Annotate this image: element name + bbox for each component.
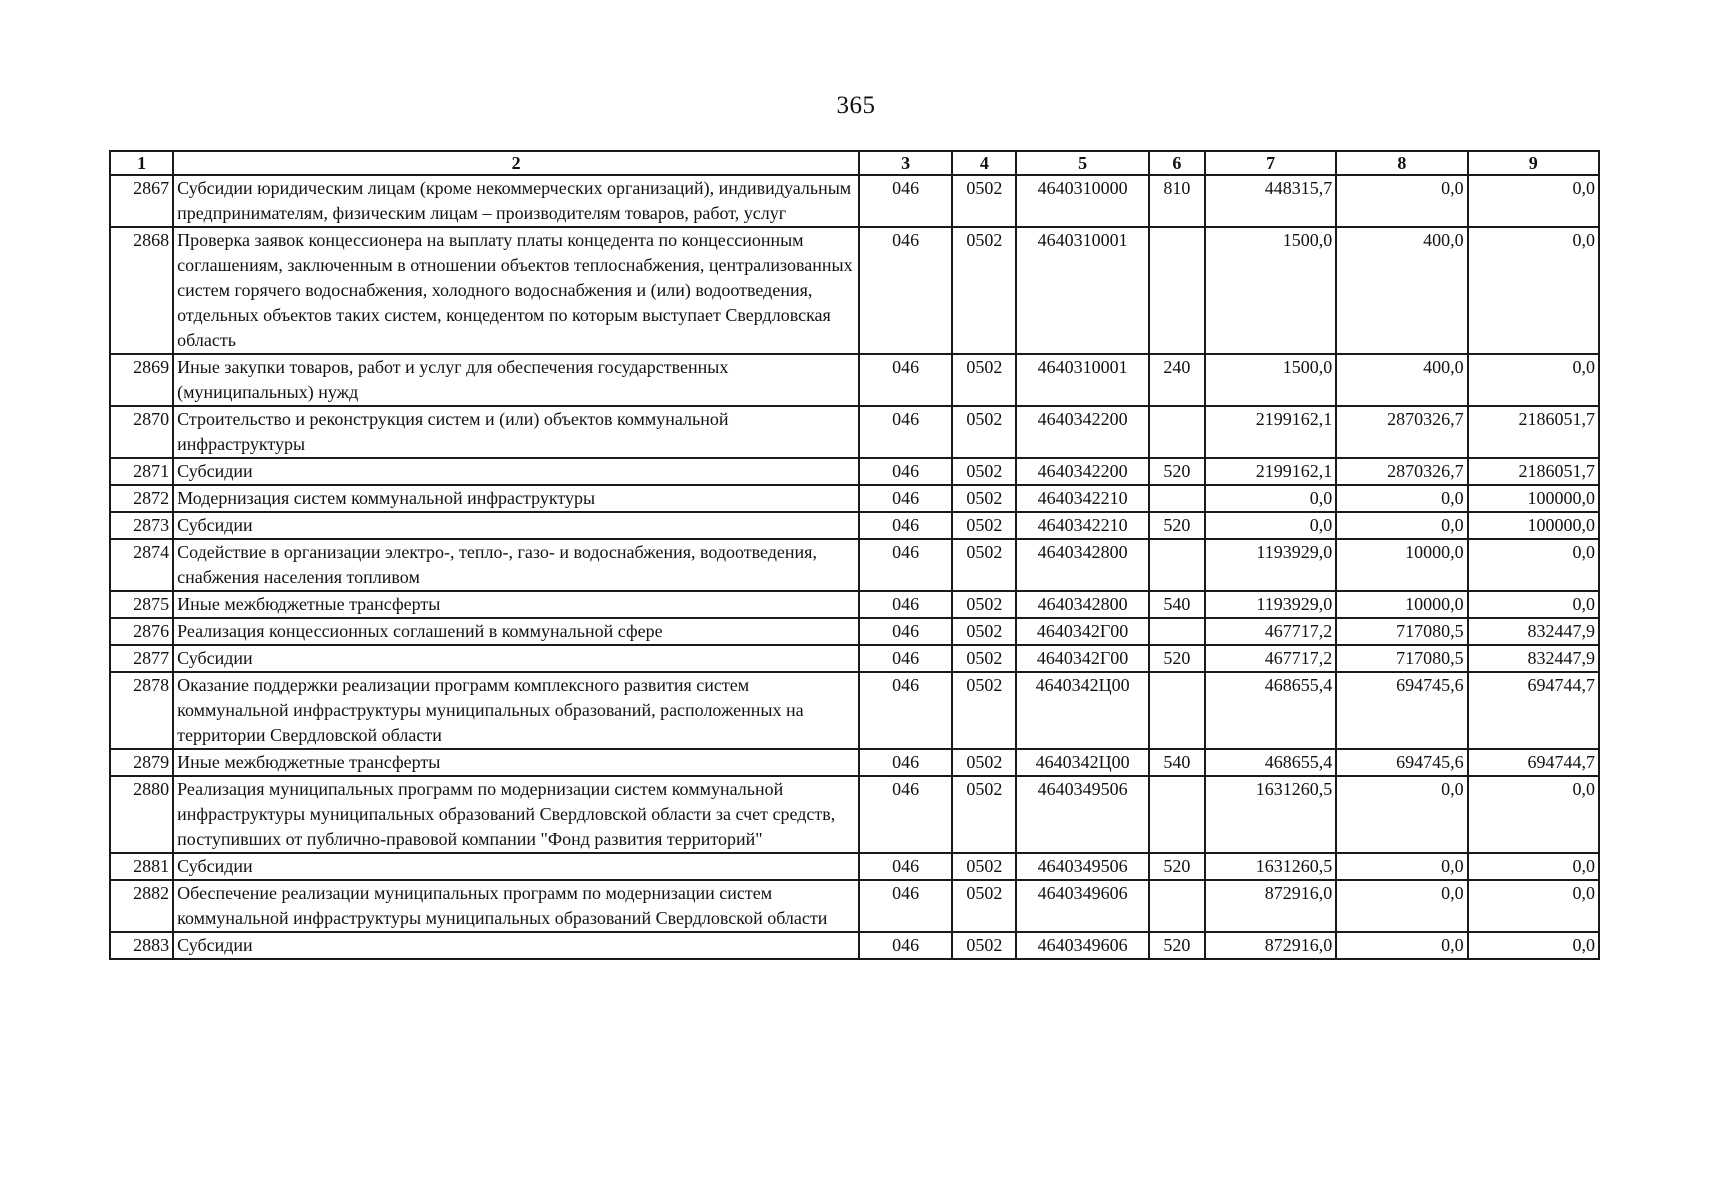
column-header: 5 (1016, 151, 1148, 175)
target-article-code: 4640342210 (1016, 485, 1148, 512)
row-name: Оказание поддержки реализации программ комплексного развития систем коммунальной инфраструктуры муниципальных образований, расположенных на территории Свердловской области (173, 672, 859, 749)
section-code: 0502 (952, 458, 1016, 485)
section-code: 0502 (952, 512, 1016, 539)
target-article-code: 4640342Ц00 (1016, 672, 1148, 749)
amount-col-7: 1193929,0 (1205, 539, 1336, 591)
row-number: 2882 (110, 880, 173, 932)
expense-type-code: 540 (1149, 591, 1205, 618)
row-name: Субсидии (173, 512, 859, 539)
amount-col-7: 1500,0 (1205, 227, 1336, 354)
column-header: 3 (859, 151, 952, 175)
ministry-code: 046 (859, 932, 952, 959)
section-code: 0502 (952, 485, 1016, 512)
amount-col-7: 448315,7 (1205, 175, 1336, 227)
row-number: 2883 (110, 932, 173, 959)
section-code: 0502 (952, 749, 1016, 776)
target-article-code: 4640342Ц00 (1016, 749, 1148, 776)
table-row (110, 591, 1599, 618)
table-row (110, 645, 1599, 672)
expense-type-code (1149, 406, 1205, 458)
ministry-code: 046 (859, 354, 952, 406)
ministry-code: 046 (859, 672, 952, 749)
row-number: 2873 (110, 512, 173, 539)
amount-col-9: 0,0 (1468, 880, 1599, 932)
expense-type-code: 520 (1149, 932, 1205, 959)
amount-col-8: 717080,5 (1336, 645, 1467, 672)
amount-col-7: 872916,0 (1205, 932, 1336, 959)
column-header: 7 (1205, 151, 1336, 175)
row-name: Субсидии (173, 932, 859, 959)
ministry-code: 046 (859, 485, 952, 512)
section-code: 0502 (952, 880, 1016, 932)
ministry-code: 046 (859, 880, 952, 932)
row-name: Субсидии (173, 853, 859, 880)
table-row (110, 618, 1599, 645)
amount-col-7: 1193929,0 (1205, 591, 1336, 618)
ministry-code: 046 (859, 227, 952, 354)
expense-type-code (1149, 776, 1205, 853)
amount-col-8: 0,0 (1336, 175, 1467, 227)
section-code: 0502 (952, 539, 1016, 591)
table-row (110, 749, 1599, 776)
amount-col-8: 400,0 (1336, 354, 1467, 406)
amount-col-9: 0,0 (1468, 776, 1599, 853)
row-name: Строительство и реконструкция систем и (или) объектов коммунальной инфраструктуры (173, 406, 859, 458)
amount-col-9: 0,0 (1468, 591, 1599, 618)
ministry-code: 046 (859, 458, 952, 485)
row-number: 2881 (110, 853, 173, 880)
amount-col-7: 0,0 (1205, 485, 1336, 512)
amount-col-7: 0,0 (1205, 512, 1336, 539)
table-row (110, 354, 1599, 406)
row-name: Содействие в организации электро-, тепло-, газо- и водоснабжения, водоотведения, снабжения населения топливом (173, 539, 859, 591)
target-article-code: 4640342800 (1016, 591, 1148, 618)
amount-col-9: 0,0 (1468, 539, 1599, 591)
section-code: 0502 (952, 853, 1016, 880)
section-code: 0502 (952, 227, 1016, 354)
target-article-code: 4640310001 (1016, 354, 1148, 406)
expense-type-code (1149, 227, 1205, 354)
amount-col-8: 694745,6 (1336, 749, 1467, 776)
amount-col-9: 2186051,7 (1468, 458, 1599, 485)
row-number: 2878 (110, 672, 173, 749)
expense-type-code: 540 (1149, 749, 1205, 776)
row-number: 2874 (110, 539, 173, 591)
section-code: 0502 (952, 776, 1016, 853)
section-code: 0502 (952, 932, 1016, 959)
table-row (110, 672, 1599, 749)
amount-col-8: 2870326,7 (1336, 406, 1467, 458)
ministry-code: 046 (859, 618, 952, 645)
amount-col-8: 0,0 (1336, 485, 1467, 512)
section-code: 0502 (952, 175, 1016, 227)
amount-col-7: 872916,0 (1205, 880, 1336, 932)
target-article-code: 4640342200 (1016, 458, 1148, 485)
ministry-code: 046 (859, 175, 952, 227)
row-number: 2869 (110, 354, 173, 406)
section-code: 0502 (952, 591, 1016, 618)
row-number: 2880 (110, 776, 173, 853)
ministry-code: 046 (859, 749, 952, 776)
expense-type-code: 810 (1149, 175, 1205, 227)
target-article-code: 4640349606 (1016, 932, 1148, 959)
row-name: Проверка заявок концессионера на выплату платы концедента по концессионным соглашениям, заключенным в отношении объектов теплоснабжения, централизованных систем горячего водоснабжения, холодного водоснабжения и (или) водоотведения, отдельных объектов таких систем, концедентом по которым выступает Свердловская область (173, 227, 859, 354)
section-code: 0502 (952, 618, 1016, 645)
column-header: 2 (173, 151, 859, 175)
table-row (110, 227, 1599, 354)
target-article-code: 4640349606 (1016, 880, 1148, 932)
ministry-code: 046 (859, 406, 952, 458)
target-article-code: 4640342Г00 (1016, 618, 1148, 645)
expense-type-code: 520 (1149, 458, 1205, 485)
expense-type-code (1149, 618, 1205, 645)
amount-col-8: 2870326,7 (1336, 458, 1467, 485)
amount-col-7: 2199162,1 (1205, 406, 1336, 458)
table-row (110, 175, 1599, 227)
row-name: Реализация муниципальных программ по модернизации систем коммунальной инфраструктуры муниципальных образований Свердловской области за счет средств, поступивших от публично-правовой компании "Фонд развития территорий" (173, 776, 859, 853)
row-name: Модернизация систем коммунальной инфраструктуры (173, 485, 859, 512)
target-article-code: 4640310000 (1016, 175, 1148, 227)
column-header: 8 (1336, 151, 1467, 175)
header-row (110, 151, 1599, 175)
amount-col-9: 832447,9 (1468, 645, 1599, 672)
target-article-code: 4640342Г00 (1016, 645, 1148, 672)
expense-type-code: 520 (1149, 512, 1205, 539)
table-row (110, 458, 1599, 485)
amount-col-9: 2186051,7 (1468, 406, 1599, 458)
row-number: 2867 (110, 175, 173, 227)
amount-col-9: 694744,7 (1468, 672, 1599, 749)
amount-col-9: 0,0 (1468, 932, 1599, 959)
target-article-code: 4640349506 (1016, 853, 1148, 880)
row-number: 2871 (110, 458, 173, 485)
amount-col-9: 0,0 (1468, 175, 1599, 227)
expense-type-code: 520 (1149, 853, 1205, 880)
ministry-code: 046 (859, 853, 952, 880)
ministry-code: 046 (859, 539, 952, 591)
amount-col-8: 0,0 (1336, 880, 1467, 932)
table-row (110, 932, 1599, 959)
row-number: 2876 (110, 618, 173, 645)
amount-col-8: 0,0 (1336, 853, 1467, 880)
amount-col-7: 467717,2 (1205, 618, 1336, 645)
section-code: 0502 (952, 406, 1016, 458)
row-name: Иные закупки товаров, работ и услуг для обеспечения государственных (муниципальных) нужд (173, 354, 859, 406)
target-article-code: 4640349506 (1016, 776, 1148, 853)
amount-col-8: 717080,5 (1336, 618, 1467, 645)
amount-col-9: 832447,9 (1468, 618, 1599, 645)
amount-col-8: 10000,0 (1336, 539, 1467, 591)
amount-col-8: 400,0 (1336, 227, 1467, 354)
ministry-code: 046 (859, 512, 952, 539)
budget-table (109, 150, 1600, 960)
target-article-code: 4640342800 (1016, 539, 1148, 591)
row-number: 2872 (110, 485, 173, 512)
column-header: 4 (952, 151, 1016, 175)
row-name: Субсидии (173, 645, 859, 672)
row-name: Иные межбюджетные трансферты (173, 591, 859, 618)
table-row (110, 853, 1599, 880)
expense-type-code (1149, 539, 1205, 591)
row-number: 2868 (110, 227, 173, 354)
target-article-code: 4640342200 (1016, 406, 1148, 458)
ministry-code: 046 (859, 591, 952, 618)
row-name: Обеспечение реализации муниципальных программ по модернизации систем коммунальной инфраструктуры муниципальных образований Свердловской области (173, 880, 859, 932)
amount-col-7: 468655,4 (1205, 749, 1336, 776)
column-header: 9 (1468, 151, 1599, 175)
table-row (110, 485, 1599, 512)
amount-col-7: 467717,2 (1205, 645, 1336, 672)
amount-col-7: 1631260,5 (1205, 776, 1336, 853)
amount-col-7: 2199162,1 (1205, 458, 1336, 485)
row-name: Субсидии (173, 458, 859, 485)
column-header: 1 (110, 151, 173, 175)
row-number: 2877 (110, 645, 173, 672)
expense-type-code (1149, 672, 1205, 749)
row-name: Субсидии юридическим лицам (кроме некоммерческих организаций), индивидуальным предпринимателям, физическим лицам – производителям товаров, работ, услуг (173, 175, 859, 227)
section-code: 0502 (952, 645, 1016, 672)
amount-col-9: 0,0 (1468, 853, 1599, 880)
expense-type-code: 240 (1149, 354, 1205, 406)
amount-col-8: 10000,0 (1336, 591, 1467, 618)
amount-col-9: 100000,0 (1468, 485, 1599, 512)
amount-col-8: 694745,6 (1336, 672, 1467, 749)
column-header: 6 (1149, 151, 1205, 175)
row-number: 2875 (110, 591, 173, 618)
ministry-code: 046 (859, 645, 952, 672)
section-code: 0502 (952, 354, 1016, 406)
amount-col-7: 1500,0 (1205, 354, 1336, 406)
amount-col-8: 0,0 (1336, 776, 1467, 853)
table-body (110, 175, 1599, 959)
table-row (110, 512, 1599, 539)
expense-type-code (1149, 880, 1205, 932)
target-article-code: 4640342210 (1016, 512, 1148, 539)
table-row (110, 539, 1599, 591)
amount-col-7: 468655,4 (1205, 672, 1336, 749)
ministry-code: 046 (859, 776, 952, 853)
table-row (110, 880, 1599, 932)
amount-col-9: 0,0 (1468, 354, 1599, 406)
row-name: Иные межбюджетные трансферты (173, 749, 859, 776)
target-article-code: 4640310001 (1016, 227, 1148, 354)
expense-type-code: 520 (1149, 645, 1205, 672)
row-name: Реализация концессионных соглашений в коммунальной сфере (173, 618, 859, 645)
page-number: 365 (836, 92, 876, 119)
amount-col-7: 1631260,5 (1205, 853, 1336, 880)
row-number: 2879 (110, 749, 173, 776)
amount-col-9: 694744,7 (1468, 749, 1599, 776)
amount-col-9: 0,0 (1468, 227, 1599, 354)
expense-type-code (1149, 485, 1205, 512)
section-code: 0502 (952, 672, 1016, 749)
table-row (110, 776, 1599, 853)
table-row (110, 406, 1599, 458)
amount-col-9: 100000,0 (1468, 512, 1599, 539)
amount-col-8: 0,0 (1336, 512, 1467, 539)
amount-col-8: 0,0 (1336, 932, 1467, 959)
row-number: 2870 (110, 406, 173, 458)
